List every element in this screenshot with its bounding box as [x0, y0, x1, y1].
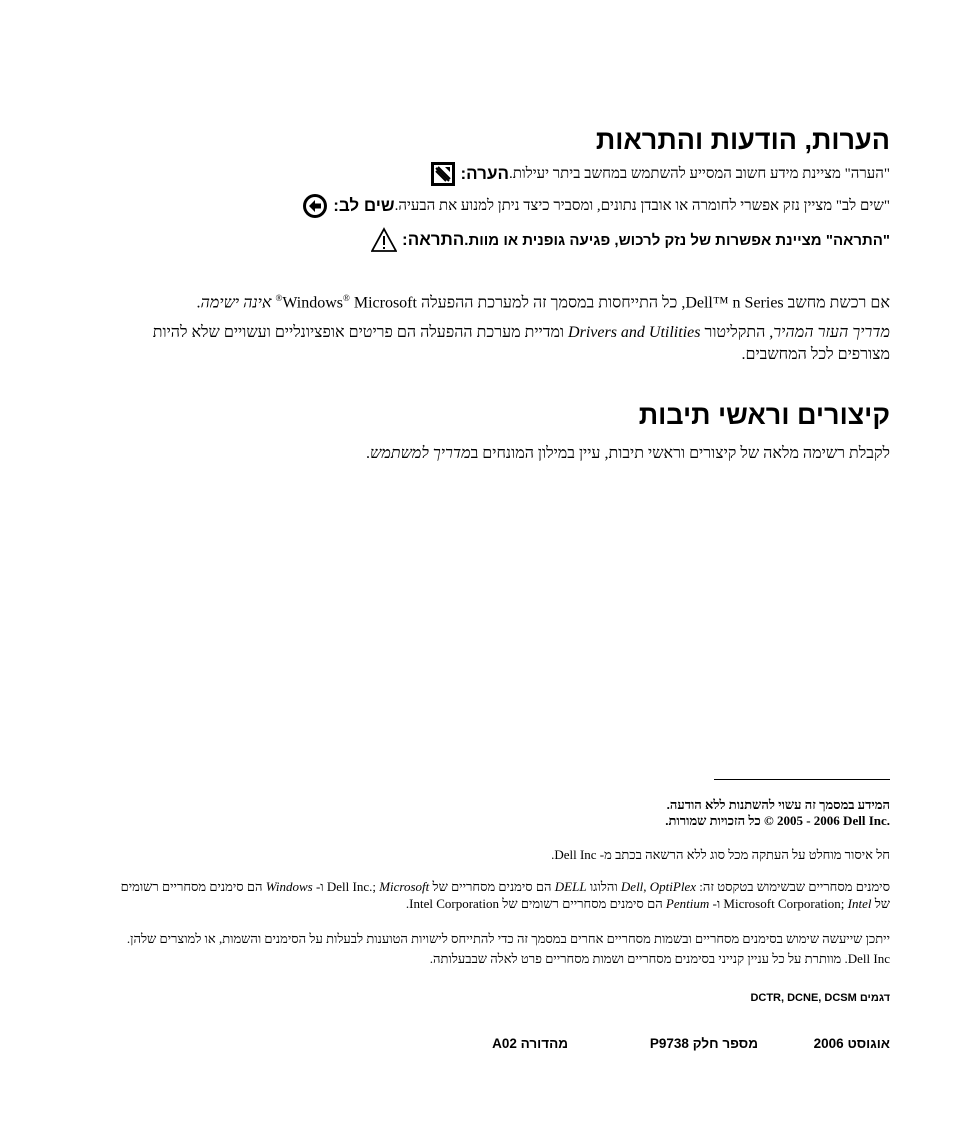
- note-text: "הערה" מציינת מידע חשוב המסייע להשתמש במחשב ביתר יעילות.: [508, 165, 890, 182]
- para2-text-a: , התקליטור: [700, 324, 774, 341]
- para1-end: .: [196, 294, 201, 312]
- tm-text: ו-: [312, 879, 327, 894]
- note-icon: [430, 161, 456, 187]
- registered-mark: ®: [343, 293, 350, 303]
- tm-text: והלוגו: [586, 879, 621, 894]
- caution-text: "התראה" מציינת אפשרות של נזק לרכוש, פגיעה גופנית או מוות.: [464, 231, 890, 249]
- quick-reference-guide-title: מדריך העזר המהיר: [773, 324, 890, 341]
- tm-sep: ,: [643, 879, 650, 894]
- para1-italic: אינה ישימה: [200, 294, 272, 312]
- tm-pentium: Pentium: [665, 896, 710, 911]
- tm-dell-logo: DELL: [554, 879, 587, 894]
- footer-divider: [714, 779, 890, 780]
- note-row: [422, 160, 891, 188]
- tm-text: הם סימנים מסחריים רשומים של Microsoft Corporation;: [120, 879, 890, 911]
- para1-text-a: אם רכשת מחשב Dell™ n Series, כל התייחסות במסמך זה למערכת ההפעלה Windows: [282, 294, 890, 312]
- footer-revision: מהדורה A02: [492, 1036, 568, 1051]
- dell-n-series-paragraph: [110, 287, 890, 314]
- note-label: הערה:: [460, 164, 509, 183]
- abbrev-text: לקבלת רשימה מלאה של קיצורים וראשי תיבות, עיין במילון המונחים ב: [470, 445, 890, 462]
- warning-triangle-icon: [371, 227, 397, 253]
- footer-part-number: מספר חלק P9738: [649, 1036, 758, 1051]
- caution-label: התראה:: [402, 230, 465, 249]
- footer-other-trademarks: ייתכן שייעשה שימוש בסימנים מסחריים ובשמות מסחריים אחרים במסמך זה כדי להתייחס לישויות הטוענות לבעלות על הסימנים והשמות, או למוצרים שלהן. Dell Inc. מוותרת על כל עניין קנייני בסימנים מסחריים ושמות מסחריים פרט לאלה שבבעלותה.: [126, 931, 890, 966]
- notice-icon: [302, 193, 328, 219]
- tm-text: הם סימנים מסחריים של Dell Inc.;: [326, 879, 555, 894]
- tm-text: סימנים מסחריים שבשימוש בטקסט זה:: [696, 879, 890, 894]
- tm-windows: Windows: [265, 879, 313, 894]
- optional-items-paragraph: [110, 322, 890, 366]
- para1-text-b: Microsoft: [349, 294, 417, 312]
- tm-text: הם סימנים מסחריים רשומים של Intel Corporation.: [405, 896, 666, 911]
- notice-row: [294, 192, 890, 220]
- para2-text-b: ומדיית מערכת ההפעלה הם פריטים אופציונליים ועשויים שלא להיות מצורפים לכל המחשבים.: [152, 324, 890, 363]
- drivers-utilities-title: Drivers and Utilities: [568, 324, 701, 341]
- footer-trademarks: [110, 878, 890, 912]
- tm-dell: Dell: [620, 879, 644, 894]
- footer-copyright: ‎© 2005 - 2006 Dell Inc.‎ כל הזכויות שמורות.: [665, 813, 890, 828]
- abbrev-end: .: [366, 445, 371, 462]
- section-title-notes: הערות, הודעות והתראות: [595, 125, 890, 155]
- users-guide-title: מדריך למשתמש: [370, 445, 471, 462]
- footer-models: דגמים DCTR, DCNE, DCSM: [750, 992, 890, 1004]
- tm-intel: Intel: [847, 896, 872, 911]
- notice-text: "שים לב" מציין נזק אפשרי לחומרה או אובדן נתונים, ומסביר כיצד ניתן למנוע את הבעיה.: [394, 197, 890, 214]
- registered-mark: ®: [275, 293, 283, 303]
- section-title-abbreviations: קיצורים וראשי תיבות: [638, 400, 890, 430]
- footer-reproduction: חל איסור מוחלט על העתקה מכל סוג ללא הרשאה בכתב מ- Dell Inc.: [551, 847, 890, 862]
- footer-change-notice: המידע במסמך זה עשוי להשתנות ללא הודעה.: [666, 797, 890, 812]
- caution-row: [363, 226, 890, 254]
- tm-microsoft: Microsoft: [379, 879, 430, 894]
- tm-text: ו-: [709, 896, 724, 911]
- notice-label: שים לב:: [333, 196, 395, 215]
- abbreviations-paragraph: [110, 443, 890, 465]
- tm-optiplex: OptiPlex: [649, 879, 697, 894]
- footer-date: אוגוסט 2006: [813, 1036, 890, 1051]
